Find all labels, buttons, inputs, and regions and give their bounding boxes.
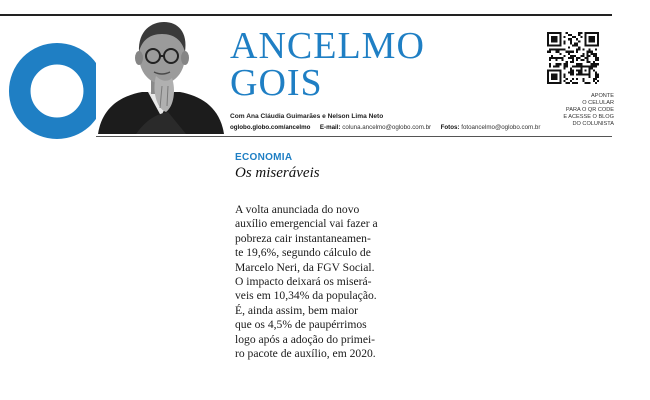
body-line: O impacto deixará os miserá- <box>235 275 372 289</box>
header-bottom-rule <box>96 136 612 137</box>
columnist-name <box>230 25 490 104</box>
photos-label: Fotos: <box>440 124 460 131</box>
article-kicker: ECONOMIA <box>235 152 293 163</box>
body-line: A volta anunciada do novo <box>235 203 360 216</box>
contacts-line <box>230 124 540 131</box>
article <box>235 152 395 361</box>
body-line: ro pacote de auxílio, em 2020. <box>235 347 376 361</box>
photos-email-link[interactable]: fotoancelmo@oglobo.com.br <box>461 124 541 131</box>
email-link[interactable]: coluna.ancelmo@oglobo.com.br <box>342 124 432 131</box>
body-line: É, ainda assim, bem maior <box>235 303 358 317</box>
email-label: E-mail: <box>319 124 341 131</box>
body-line: pobreza cair instantaneamen- <box>235 231 371 245</box>
columnist-photo <box>96 16 226 134</box>
o-globo-logo-icon <box>8 42 106 140</box>
body-line: Marcelo Neri, da FGV Social. <box>235 260 375 274</box>
article-body <box>235 203 395 361</box>
contributors-line: Com Ana Cláudia Guimarães e Nelson Lima Neto <box>230 113 384 120</box>
article-headline: Os miseráveis <box>235 165 320 181</box>
qr-caption-line: PARA O QR CODE <box>565 107 614 113</box>
site-link[interactable]: oglobo.globo.com/ancelmo <box>230 124 311 131</box>
columnist-last-name: GOIS <box>230 62 323 104</box>
body-line: veis em 10,34% da população. <box>235 289 377 303</box>
columnist-first-name: ANCELMO <box>230 25 425 67</box>
body-line: auxílio emergencial vai fazer a <box>235 217 378 231</box>
top-rule <box>0 14 612 16</box>
qr-caption-line: E ACESSE O BLOG <box>563 114 614 120</box>
qr-caption <box>540 93 614 128</box>
qr-caption-line: O CELULAR <box>582 100 614 106</box>
qr-caption-line: DO COLUNISTA <box>572 121 614 127</box>
body-line: logo após a adoção do primei- <box>235 332 376 346</box>
qr-code-icon <box>547 32 599 84</box>
body-line: te 19,6%, segundo cálculo de <box>235 246 371 260</box>
body-line: que os 4,5% de paupérrimos <box>235 318 367 332</box>
qr-caption-line: APONTE <box>590 93 614 99</box>
